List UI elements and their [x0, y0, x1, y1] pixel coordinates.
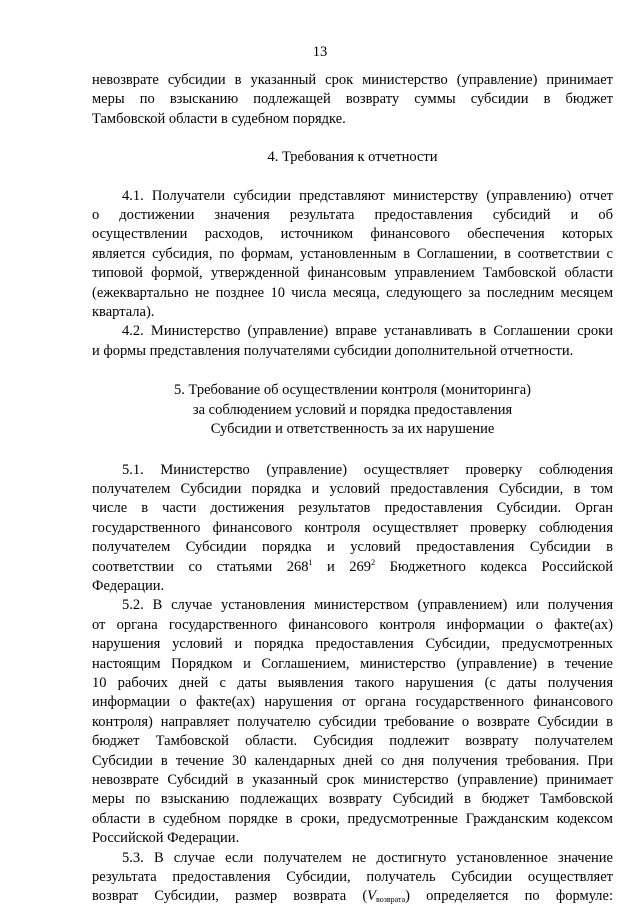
text-line: 5.1. Министерство (управление) осуществляет проверку соблюдения [122, 461, 613, 478]
text-line: государственного финансового контроля осуществляет проверку соблюдения [92, 519, 613, 536]
paragraph-5-3 [92, 849, 613, 907]
text-line-with-articles [92, 558, 613, 577]
text-line: меры по взысканию подлежащей возврату суммы субсидии в бюджет [92, 91, 613, 108]
paragraph-5-2 [92, 596, 613, 848]
page-number: 13 [312, 44, 328, 60]
text-line: невозврате субсидии в указанный срок министерство (управление) принимает [92, 72, 613, 88]
document-body [92, 71, 613, 907]
article-superscript: 2 [371, 557, 376, 567]
text-line: Российской Федерации. [92, 830, 240, 847]
text-line: от органа государственного финансового контроля информации о факте(ах) [92, 616, 613, 633]
text-line-with-formula-variable [92, 887, 613, 906]
text-line: результата предоставления Субсидии, получатель Субсидии осуществляет [92, 869, 613, 886]
section-5-heading [92, 381, 613, 439]
text-line: Федерации. [92, 577, 165, 594]
text-line: 5.3. В случае если получателем не достигнуто установленное значение [122, 849, 613, 866]
text-line: Субсидии в течение 30 календарных дней со дня получения требования. При [92, 752, 613, 769]
text-line: числе в части достижения результатов предоставления Субсидии. Орган [92, 500, 613, 517]
text-line: 4.1. Получатели субсидии представляют министерству (управлению) отчет [122, 187, 613, 204]
text-line: о достижении значения результата предоставления субсидий и об [92, 207, 613, 224]
text-line: 4.2. Министерство (управление) вправе устанавливать в Соглашении сроки [122, 323, 613, 340]
paragraph-5-1 [92, 461, 613, 597]
text-line: 5.2. В случае установления министерством (управлением) или получения [122, 597, 613, 614]
text-fragment: ) определяется по формуле: [405, 888, 614, 905]
text-line: невозврате Субсидий в указанный срок министерство (управление) принимает [92, 772, 613, 788]
text-line: 10 рабочих дней с даты выявления такого нарушения (с даты получения [92, 674, 613, 691]
text-line: квартала). [92, 304, 155, 321]
text-line: (ежеквартально не позднее 10 числа месяца, следующего за последним месяцем [92, 284, 613, 301]
heading-line: за соблюдением условий и порядка предоставления [192, 401, 513, 418]
text-line: нарушения условий и порядка предоставления Субсидии, предусмотренных [92, 636, 613, 653]
article-superscript: 1 [308, 557, 313, 567]
text-line: типовой формой, утвержденной финансовым управлением Тамбовской области [92, 265, 613, 282]
heading-line: Субсидии и ответственность за их нарушение [210, 421, 495, 438]
text-line: бюджет Тамбовской области. Субсидия подлежит возврату получателем [92, 733, 613, 750]
paragraph-4-1 [92, 187, 613, 323]
text-line: информации о факте(ах) нарушения от органа государственного финансового [92, 694, 613, 711]
text-line: контроля) направляет получателю субсидии требование о возврате Субсидии в [92, 713, 613, 730]
text-line: меры по взысканию подлежащих возврату Субсидий в бюджет Тамбовской [92, 791, 613, 808]
text-fragment: возврат Субсидии, размер возврата ( [92, 888, 368, 905]
text-fragment: Бюджетного кодекса Российской [375, 558, 614, 575]
text-line: Тамбовской области в судебном порядке. [92, 110, 346, 127]
text-fragment: и 269 [312, 558, 372, 575]
formula-variable-subscript: возврата [376, 895, 406, 905]
text-line: настоящим Порядком и Соглашением, министерство (управление) в течение [92, 655, 613, 672]
text-line: получателем Субсидии порядка и условий предоставления Субсидии в [92, 539, 613, 556]
heading-line: 5. Требование об осуществлении контроля (мониторинга) [174, 382, 531, 399]
paragraph-4-2 [92, 322, 613, 361]
top-paragraph [92, 71, 613, 129]
formula-variable: V [367, 888, 377, 905]
text-line: и формы представления получателями субсидии дополнительной отчетности. [92, 342, 574, 359]
text-line: осуществлении расходов, источником финансового обеспечения которых [92, 226, 613, 243]
text-line: является субсидия, по формам, установленным в Соглашении, в соответствии с [92, 245, 613, 262]
text-line: области в судебном порядке в сроки, предусмотренные Гражданским кодексом [92, 810, 613, 827]
text-line: получателем Субсидии порядка и условий предоставления Субсидии, в том [92, 480, 613, 497]
text-fragment: соответствии со статьями 268 [92, 558, 309, 575]
section-4-heading: 4. Требования к отчетности [267, 149, 438, 166]
